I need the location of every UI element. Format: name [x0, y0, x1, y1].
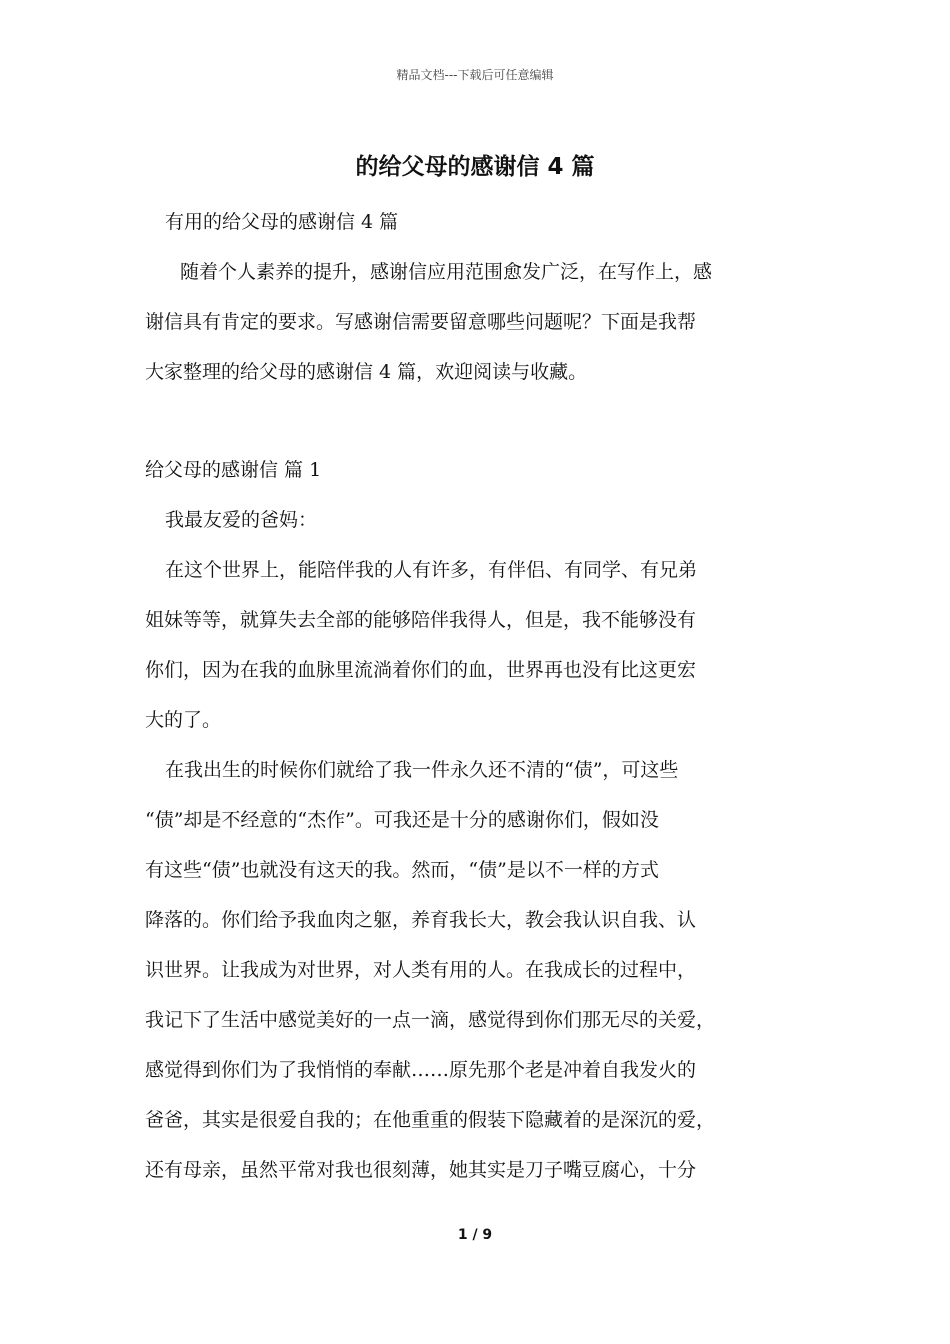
paragraph-line: 爸爸，其实是很爱自我的；在他重重的假装下隐藏着的是深沉的爱， [145, 1109, 716, 1131]
paragraph-line: 感觉得到你们为了我悄悄的奉献……原先那个老是冲着自我发火的 [145, 1059, 697, 1081]
paragraph-line: 降落的。你们给予我血肉之躯，养育我长大，教会我认识自我、认 [145, 909, 697, 931]
section-heading: 给父母的感谢信 篇 1 [145, 459, 322, 481]
page-header: 精品文档---下载后可任意编辑 [396, 68, 554, 82]
intro-line: 大家整理的给父母的感谢信 4 篇，欢迎阅读与收藏。 [145, 361, 588, 383]
page-number: 1 / 9 [457, 1227, 493, 1243]
letter-salutation: 我最友爱的爸妈： [165, 509, 318, 531]
paragraph-line: 大的了。 [145, 709, 222, 731]
paragraph-line: “债”却是不经意的“杰作”。可我还是十分的感谢你们，假如没 [145, 809, 659, 831]
paragraph-line: 在我出生的时候你们就给了我一件永久还不清的“债”，可这些 [165, 759, 679, 781]
document-subtitle: 有用的给父母的感谢信 4 篇 [165, 211, 399, 233]
paragraph-line: 还有母亲，虽然平常对我也很刻薄，她其实是刀子嘴豆腐心，十分 [145, 1159, 697, 1181]
paragraph-line: 识世界。让我成为对世界，对人类有用的人。在我成长的过程中， [145, 959, 697, 981]
paragraph-line: 我记下了生活中感觉美好的一点一滴，感觉得到你们那无尽的关爱， [145, 1009, 716, 1031]
paragraph-line: 姐妹等等，就算失去全部的能够陪伴我得人，但是，我不能够没有 [145, 609, 697, 631]
paragraph-line: 有这些“债”也就没有这天的我。然而，“债”是以不一样的方式 [145, 859, 659, 881]
document-title: 的给父母的感谢信 4 篇 [355, 154, 595, 180]
paragraph-line: 你们，因为在我的血脉里流淌着你们的血，世界再也没有比这更宏 [145, 659, 697, 681]
intro-line: 随着个人素养的提升，感谢信应用范围愈发广泛，在写作上，感 [180, 261, 713, 283]
intro-line: 谢信具有肯定的要求。写感谢信需要留意哪些问题呢？下面是我帮 [145, 311, 697, 333]
paragraph-line: 在这个世界上，能陪伴我的人有许多，有伴侣、有同学、有兄弟 [165, 559, 698, 581]
